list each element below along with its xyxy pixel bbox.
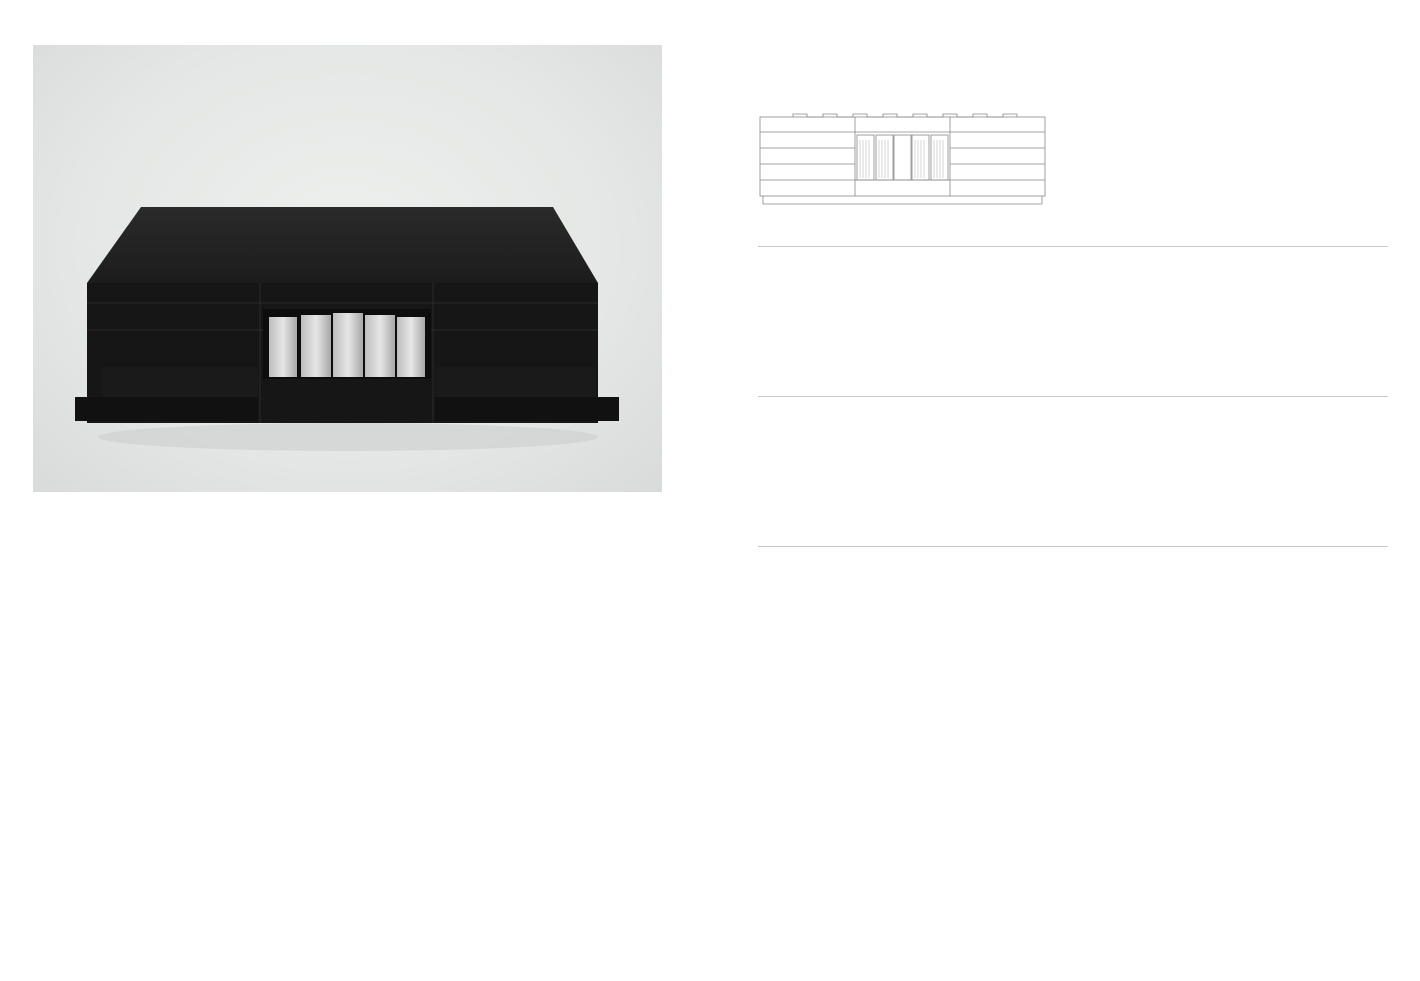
samples-drawer-8 xyxy=(758,570,940,658)
samples-drawer-7 xyxy=(1188,420,1370,508)
section-rule xyxy=(758,546,1388,547)
front-elevation-diagram xyxy=(755,110,1055,210)
section-rule xyxy=(758,246,1388,247)
product-photo xyxy=(33,45,662,492)
mb-drawer-left xyxy=(758,270,940,358)
section-rule xyxy=(758,396,1388,397)
samples-drawer-9 xyxy=(1188,570,1370,658)
mb-drawer-right xyxy=(1188,270,1370,358)
samples-drawer-6 xyxy=(758,420,940,508)
display-cabinet-illustration xyxy=(33,45,662,492)
